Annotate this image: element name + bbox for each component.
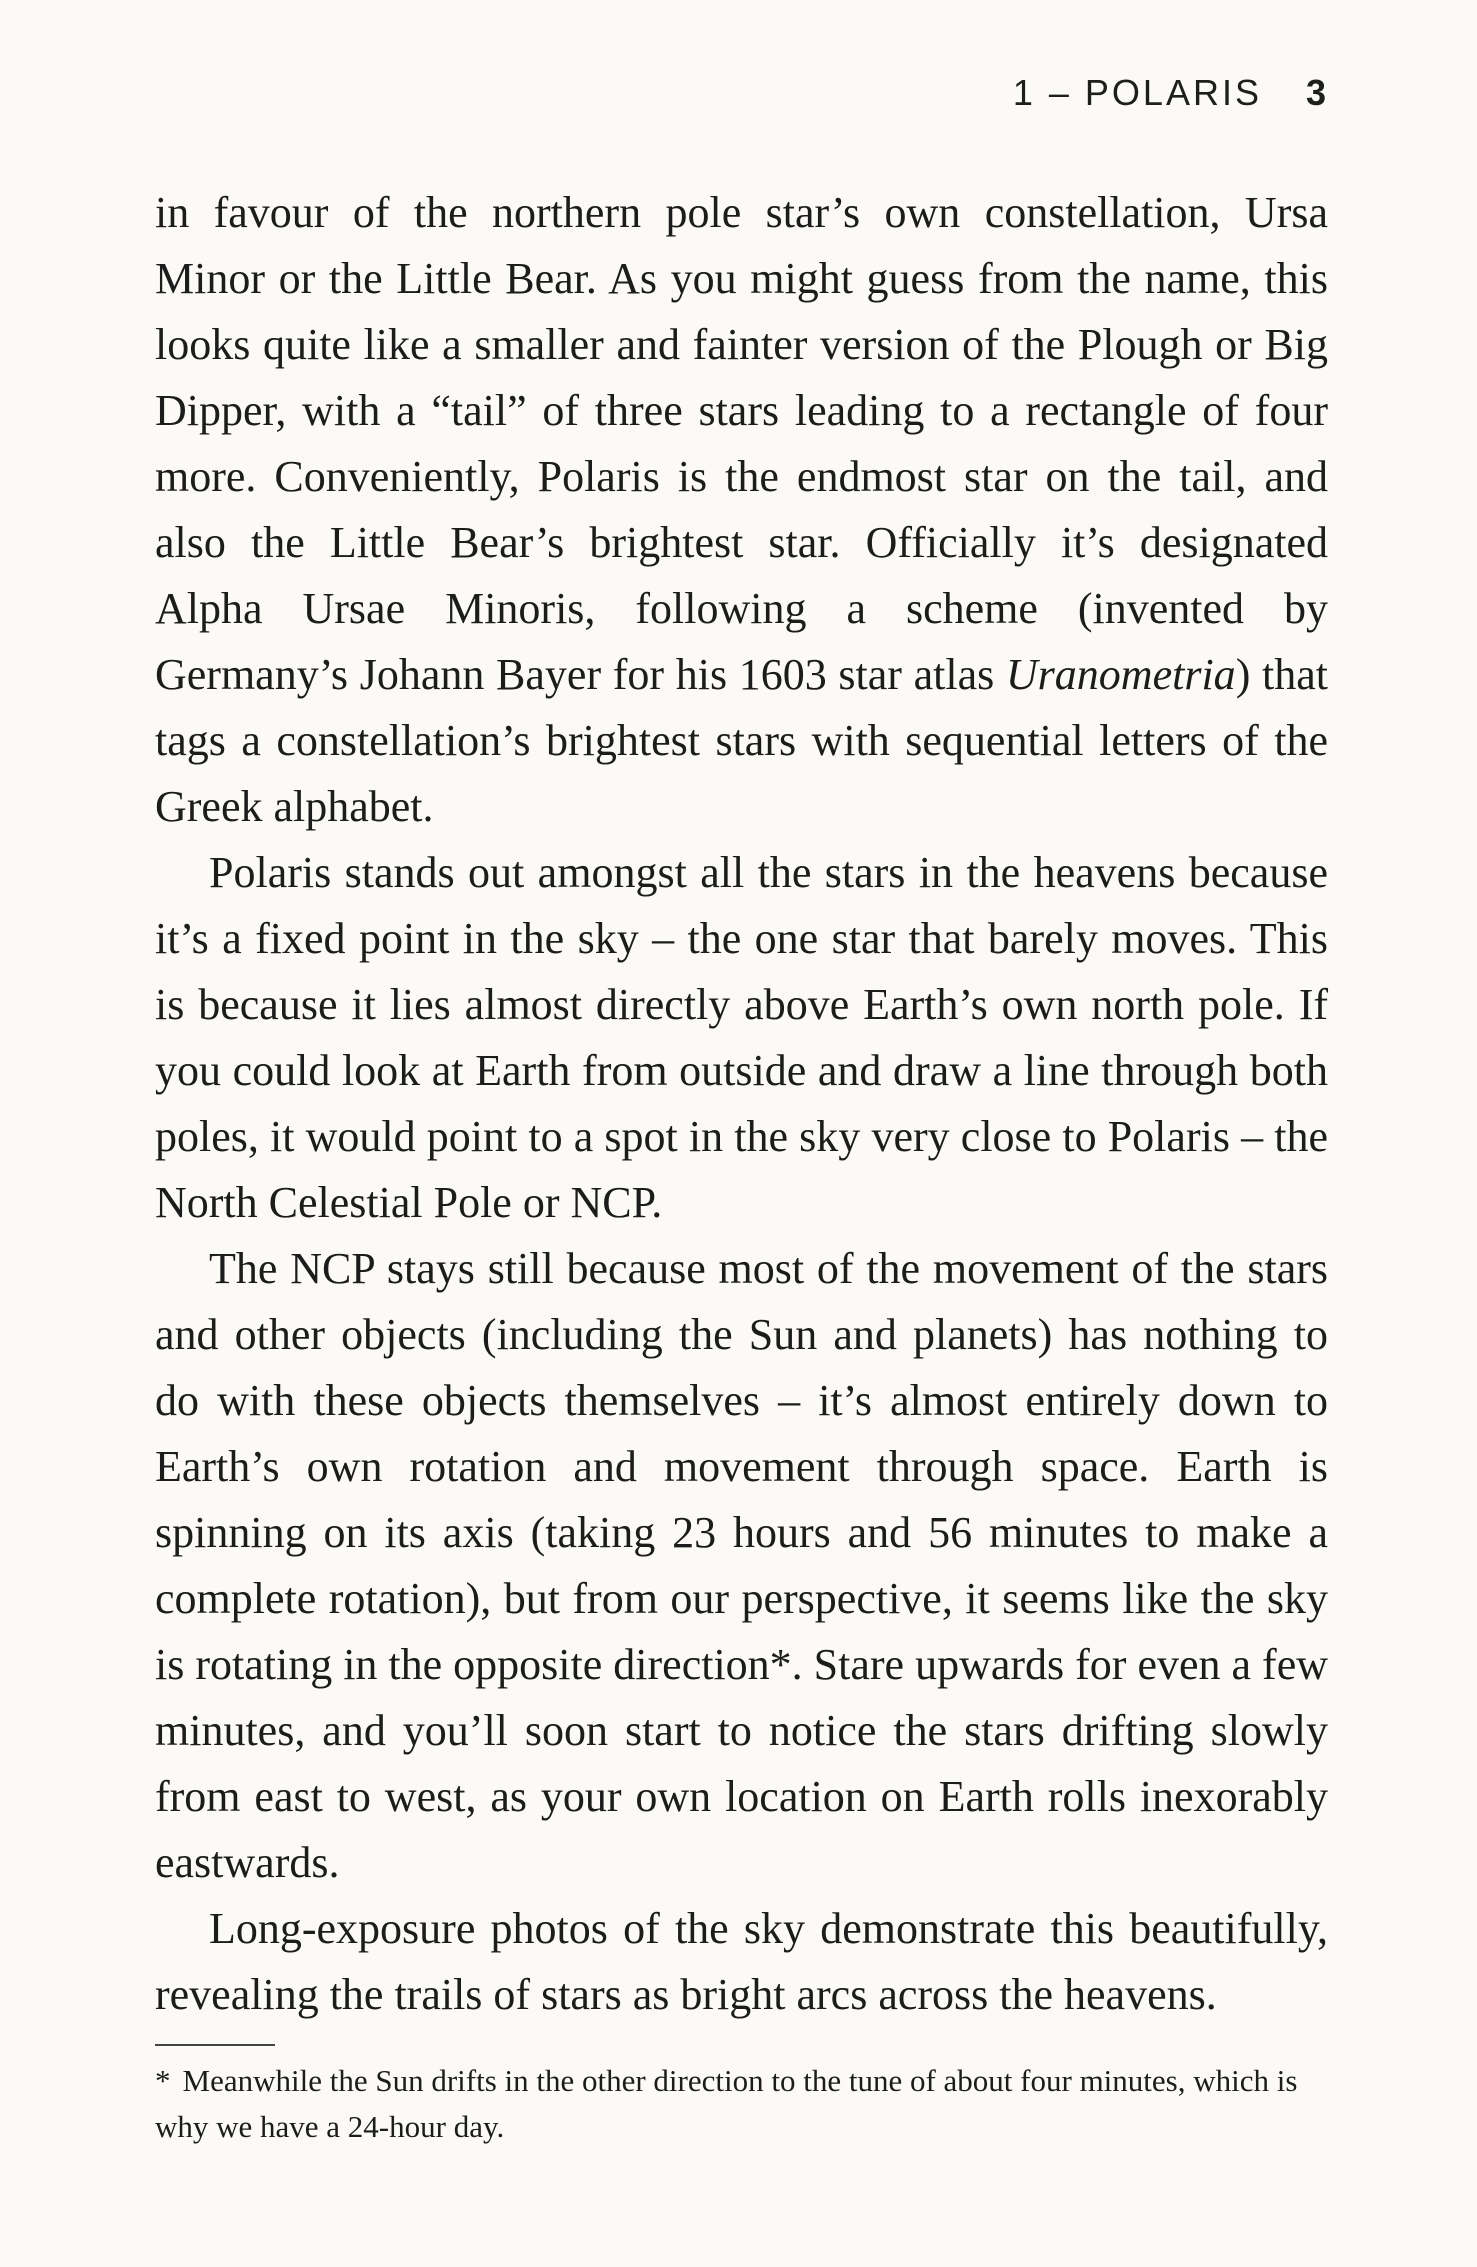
body-text xyxy=(155,180,1328,2028)
paragraph-3-text: The NCP stays still because most of the movement of the stars and other objects (including the Sun and planets) has nothing to do with these objects themselves – it’s almost entirely down to Earth’s own rotation and movement through space. Earth is spinning on its axis (taking 23 hours and 56 minutes to make a complete rotation), but from our perspective, it seems like the sky is rotating in the opposite direction*. Stare upwards for even a few minutes, and you’ll soon start to notice the stars drifting slowly from east to west, as your own location on Earth rolls inexorably eastwards. xyxy=(155,1244,1329,1887)
atlas-title-italic: Uranometria xyxy=(1005,650,1236,699)
footnote-mark: * xyxy=(155,2063,171,2098)
paragraph-1-text-a: in favour of the northern pole star’s own constellation, Ursa Minor or the Little Bear. As you might guess from the name, this looks quite like a smaller and fainter version of the Plough or Big Dipper, with a “tail” of three stars leading to a rectangle of four more. Conveniently, Polaris is the endmost star on the tail, and also the Little Bear’s brightest star. Officially it’s designated Alpha Ursae Minoris, following a scheme (invented by Germany’s Johann Bayer for his 1603 star atlas xyxy=(155,188,1328,699)
footnote-text: Meanwhile the Sun drifts in the other direction to the tune of about four minutes, which is why we have a 24-hour day. xyxy=(155,2063,1298,2144)
paragraph-1 xyxy=(155,180,1328,840)
page-number: 3 xyxy=(1305,72,1329,113)
running-head xyxy=(1013,72,1329,114)
paragraph-2-text: Polaris stands out amongst all the stars in the heavens because it’s a fixed point in the sky – the one star that barely moves. This is because it lies almost directly above Earth’s own north pole. If you could look at Earth from outside and draw a line through both poles, it would point to a spot in the sky very close to Polaris – the North Celestial Pole or NCP. xyxy=(155,848,1328,1227)
footnote-divider xyxy=(155,2044,275,2046)
paragraph-4 xyxy=(155,1896,1328,2028)
chapter-title: 1 – POLARIS xyxy=(1012,72,1262,113)
paragraph-4-text: Long-exposure photos of the sky demonstrate this beautifully, revealing the trails of stars as bright arcs across the heavens. xyxy=(155,1904,1328,2019)
paragraph-2 xyxy=(155,840,1328,1236)
footnote xyxy=(155,2058,1328,2150)
paragraph-1-text-b: ) that tags a constellation’s brightest stars with sequential letters of the Greek alphabet. xyxy=(155,650,1328,831)
paragraph-3 xyxy=(155,1236,1328,1896)
